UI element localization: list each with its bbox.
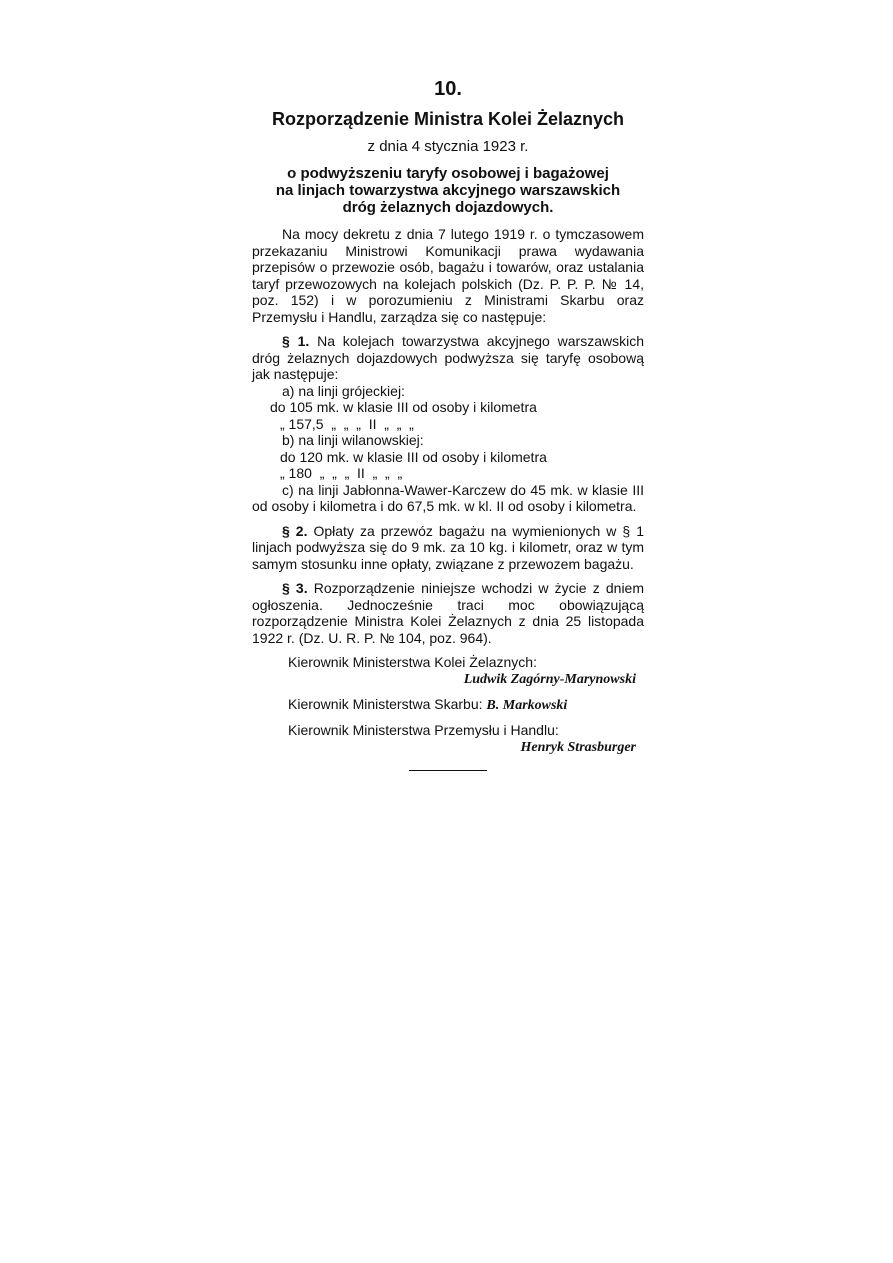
section-1-b-heading: b) na linji wilanowskiej: <box>282 432 424 448</box>
section-1-c-text: c) na linji Jabłonna-Wawer-Karczew do 45 mk. w klasie III od osoby i kilometra i do 67,5 mk. w kl. II od osoby i kilometra. <box>252 481 644 514</box>
signatures <box>252 654 644 756</box>
closing-rule <box>409 770 487 771</box>
signature-line <box>252 696 644 714</box>
document-title: Rozporządzenie Ministra Kolei Żelaznych <box>271 109 625 129</box>
section-1 <box>252 333 644 515</box>
document-subject <box>252 165 644 216</box>
signature-role: Kierownik Ministerstwa Przemysłu i Handlu: <box>288 722 559 738</box>
section-2 <box>252 523 644 573</box>
signature-name: Ludwik Zagórny-Marynowski <box>463 672 636 687</box>
section-3-text: Rozporządzenie niniejsze wchodzi w życie z dniem ogłoszenia. Jednocześnie traci moc obowiązującą rozporządzenie Ministra Kolei Żelaznych z dnia 25 listopada 1922 r. (Dz. U. R. P. № 104, poz. 964). <box>252 580 645 646</box>
section-1-label: § 1. <box>282 333 310 349</box>
signature-name: Henryk Strasburger <box>520 740 636 755</box>
subject-line: o podwyższeniu taryfy osobowej i bagażowej <box>287 165 609 182</box>
preamble-paragraph: Na mocy dekretu z dnia 7 lutego 1919 r. o tymczasowem przekazaniu Ministrowi Komunikacji prawa wydawania przepisów o przewozie osób, bagażu i towarów, oraz ustalania taryf przewozowych na kolejach polskich (Dz. P. P. P. № 14, poz. 152) i w porozumieniu z Ministrami Skarbu oraz Przemysłu i Handlu, zarządza się co następuje: <box>252 226 644 325</box>
signature-role: Kierownik Ministerstwa Skarbu: <box>288 696 483 712</box>
section-1-b-line-1: do 120 mk. w klasie III od osoby i kilometra <box>280 448 547 465</box>
signature-role: Kierownik Ministerstwa Kolei Żelaznych: <box>288 654 537 670</box>
section-2-label: § 2. <box>282 522 308 539</box>
document-page <box>252 72 644 771</box>
section-1-b-line-2: „ 180 „ „ „ II „ „ „ <box>280 465 403 481</box>
signature-block <box>252 654 644 688</box>
signature-name: B. Markowski <box>486 698 568 713</box>
section-1-a-line-2: „ 157,5 „ „ „ II „ „ „ <box>280 415 414 432</box>
document-number: 10. <box>434 78 462 100</box>
signature-block <box>252 696 644 714</box>
section-1-intro-paragraph <box>252 333 644 383</box>
subject-line: na linjach towarzystwa akcyjnego warszawskich <box>275 182 621 199</box>
section-1-a-heading: a) na linji grójeckiej: <box>282 382 405 399</box>
section-1-a-line-1: do 105 mk. w klasie III od osoby i kilometra <box>270 399 537 415</box>
signature-block <box>252 722 644 756</box>
section-3-label: § 3. <box>282 580 308 596</box>
document-date: z dnia 4 stycznia 1923 r. <box>367 138 529 155</box>
subject-line: dróg żelaznych dojazdowych. <box>342 199 554 216</box>
section-1-intro: Na kolejach towarzystwa akcyjnego warszawskich dróg żelaznych dojazdowych podwyższa się taryfę osobową jak następuje: <box>252 333 645 382</box>
section-2-text: Opłaty za przewóz bagażu na wymienionych w § 1 linjach podwyższa się do 9 mk. za 10 kg. i kilometr, oraz w tym samym stosunku inne opłaty, związane z przewozem bagażu. <box>252 522 645 572</box>
section-3 <box>252 580 644 646</box>
